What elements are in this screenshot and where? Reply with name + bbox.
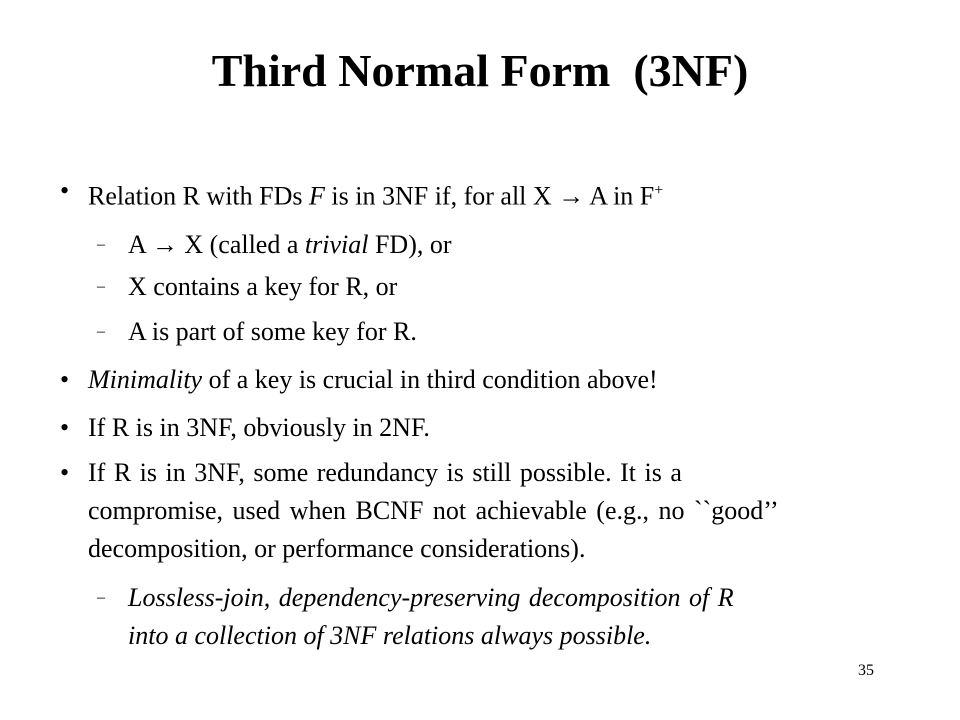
minimality-emphasis: Minimality xyxy=(88,365,203,394)
trivial-text-pre: A → X (called a xyxy=(128,230,305,259)
sub-part-of-key: A is part of some key for R. xyxy=(128,317,417,346)
minimality-text: of a key is crucial in third condition above! xyxy=(202,365,658,394)
dash-marker: – xyxy=(97,323,105,340)
dash-marker: – xyxy=(97,278,105,295)
slide-title: Third Normal Form (3NF) xyxy=(211,45,749,96)
bullet-minimality xyxy=(88,361,658,399)
bullet-marker: • xyxy=(60,365,70,394)
fd-set-symbol: F xyxy=(309,181,325,211)
page-number: 35 xyxy=(858,662,874,679)
dash-marker: – xyxy=(97,236,105,253)
sub-lossless-line-2: into a collection of 3NF relations always possible. xyxy=(128,621,652,650)
sub-contains-key: X contains a key for R, or xyxy=(128,272,398,301)
bullet-marker: • xyxy=(60,413,70,442)
closure-superscript: + xyxy=(654,182,664,199)
bullet-redundancy-line-1: If R is in 3NF, some redundancy is still possible. It is a xyxy=(88,458,682,487)
definition-text-mid: is in 3NF if, for all X → A in F xyxy=(324,181,655,211)
sub-lossless-line-1: Lossless-join, dependency-preserving decomposition of R xyxy=(128,583,734,612)
bullet-redundancy-line-3: decomposition, or performance considerations). xyxy=(88,534,586,563)
trivial-text-post: FD), or xyxy=(368,230,452,259)
bullet-3nf-implies-2nf: If R is in 3NF, obviously in 2NF. xyxy=(88,413,430,442)
bullet-3nf-definition xyxy=(88,172,663,216)
definition-text-pre: Relation R with FDs xyxy=(88,181,310,211)
bullet-marker: • xyxy=(60,176,70,205)
bullet-marker: • xyxy=(60,458,70,487)
bullet-redundancy-line-2: compromise, used when BCNF not achievable (e.g., no ``good’’ xyxy=(88,496,779,525)
dash-marker: – xyxy=(97,589,105,606)
sub-trivial-fd xyxy=(128,226,452,264)
trivial-emphasis: trivial xyxy=(304,230,369,259)
